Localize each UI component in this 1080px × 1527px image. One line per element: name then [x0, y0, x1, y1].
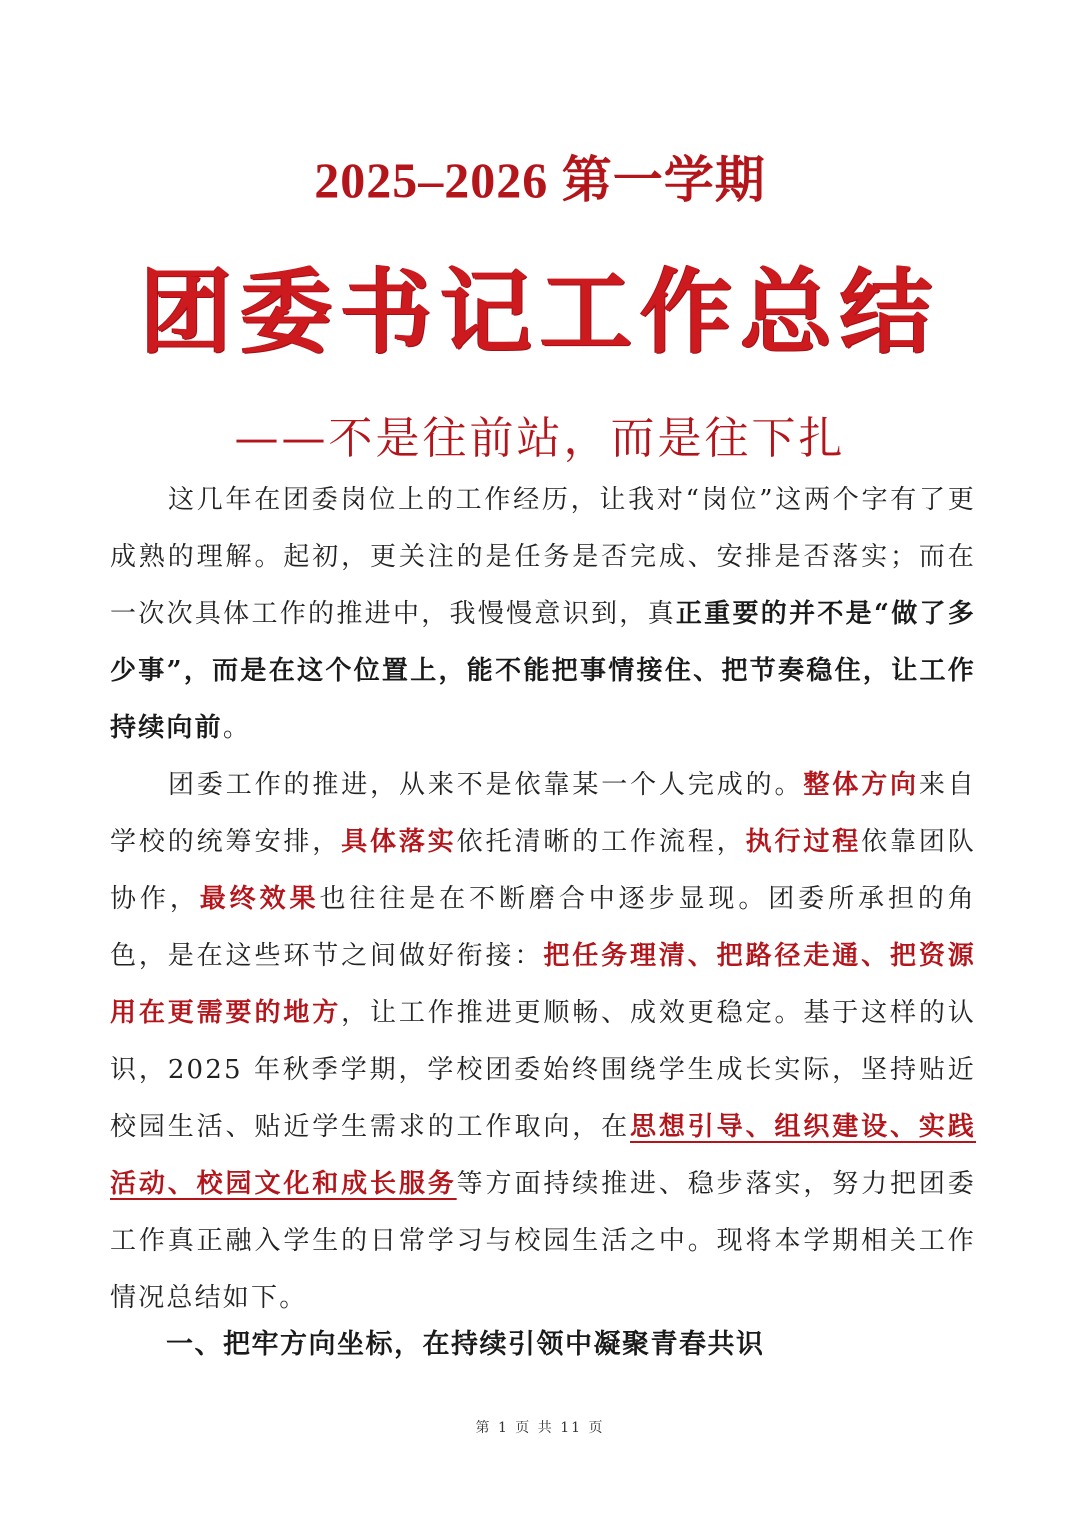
highlight-implementation: 具体落实 [341, 827, 457, 857]
semester-title: 2025–2026 第一学期 [314, 152, 766, 208]
highlight-overall-direction: 整体方向 [803, 770, 919, 800]
role-text-3: 依托清晰的工作流程， [456, 827, 746, 857]
role-text-6: ，让工作推进更顺畅、成效更稳定。基于这样的认识，2025 年秋季学期，学校团委始终围绕学生成长实际，坚持贴近校园生活、贴近学生需求的工作取向，在 [110, 998, 976, 1142]
section-heading-1: 一、把牢方向坐标，在持续引领中凝聚青春共识 [166, 1329, 765, 1360]
role-text-2: 来自学校的统筹安排， [110, 770, 976, 857]
highlight-work-areas: 思想引导、组织建设、实践活动、校园文化和成长服务 [110, 1112, 976, 1199]
page-number: 第 1 页 共 11 页 [475, 1420, 605, 1436]
intro-emphasis: 正重要的并不是“做了多少事”，而是在这个位置上，能不能把事情接住、把节奏稳住，让工作持续向前 [110, 599, 976, 743]
main-title: 团委书记工作总结 [139, 258, 940, 366]
paragraph-intro [110, 472, 976, 757]
highlight-final-effect: 最终效果 [199, 884, 320, 914]
role-text-5: 也往往是在不断磨合中逐步显现。团委所承担的角色，是在这些环节之间做好衔接： [110, 884, 976, 971]
paragraph-role [110, 757, 976, 1327]
role-text-1: 团委工作的推进，从来不是依靠某一个人完成的。 [168, 770, 804, 800]
document-body [110, 472, 976, 1327]
intro-text: 这几年在团委岗位上的工作经历，让我对“岗位”这两个字有了更成熟的理解。起初，更关注的是任务是否完成、安排是否落实；而在一次次具体工作的推进中，我慢慢意识到，真 [110, 485, 976, 629]
role-text-4: 依靠团队协作， [110, 827, 976, 914]
role-text-7: 等方面持续推进、稳步落实，努力把团委工作真正融入学生的日常学习与校园生活之中。现将本学期相关工作情况总结如下。 [110, 1169, 976, 1313]
subtitle: ——不是往前站，而是往下扎 [234, 413, 846, 464]
intro-end: 。 [222, 713, 252, 743]
highlight-execution: 执行过程 [745, 827, 862, 857]
highlight-connection: 把任务理清、把路径走通、把资源用在更需要的地方 [110, 941, 976, 1028]
